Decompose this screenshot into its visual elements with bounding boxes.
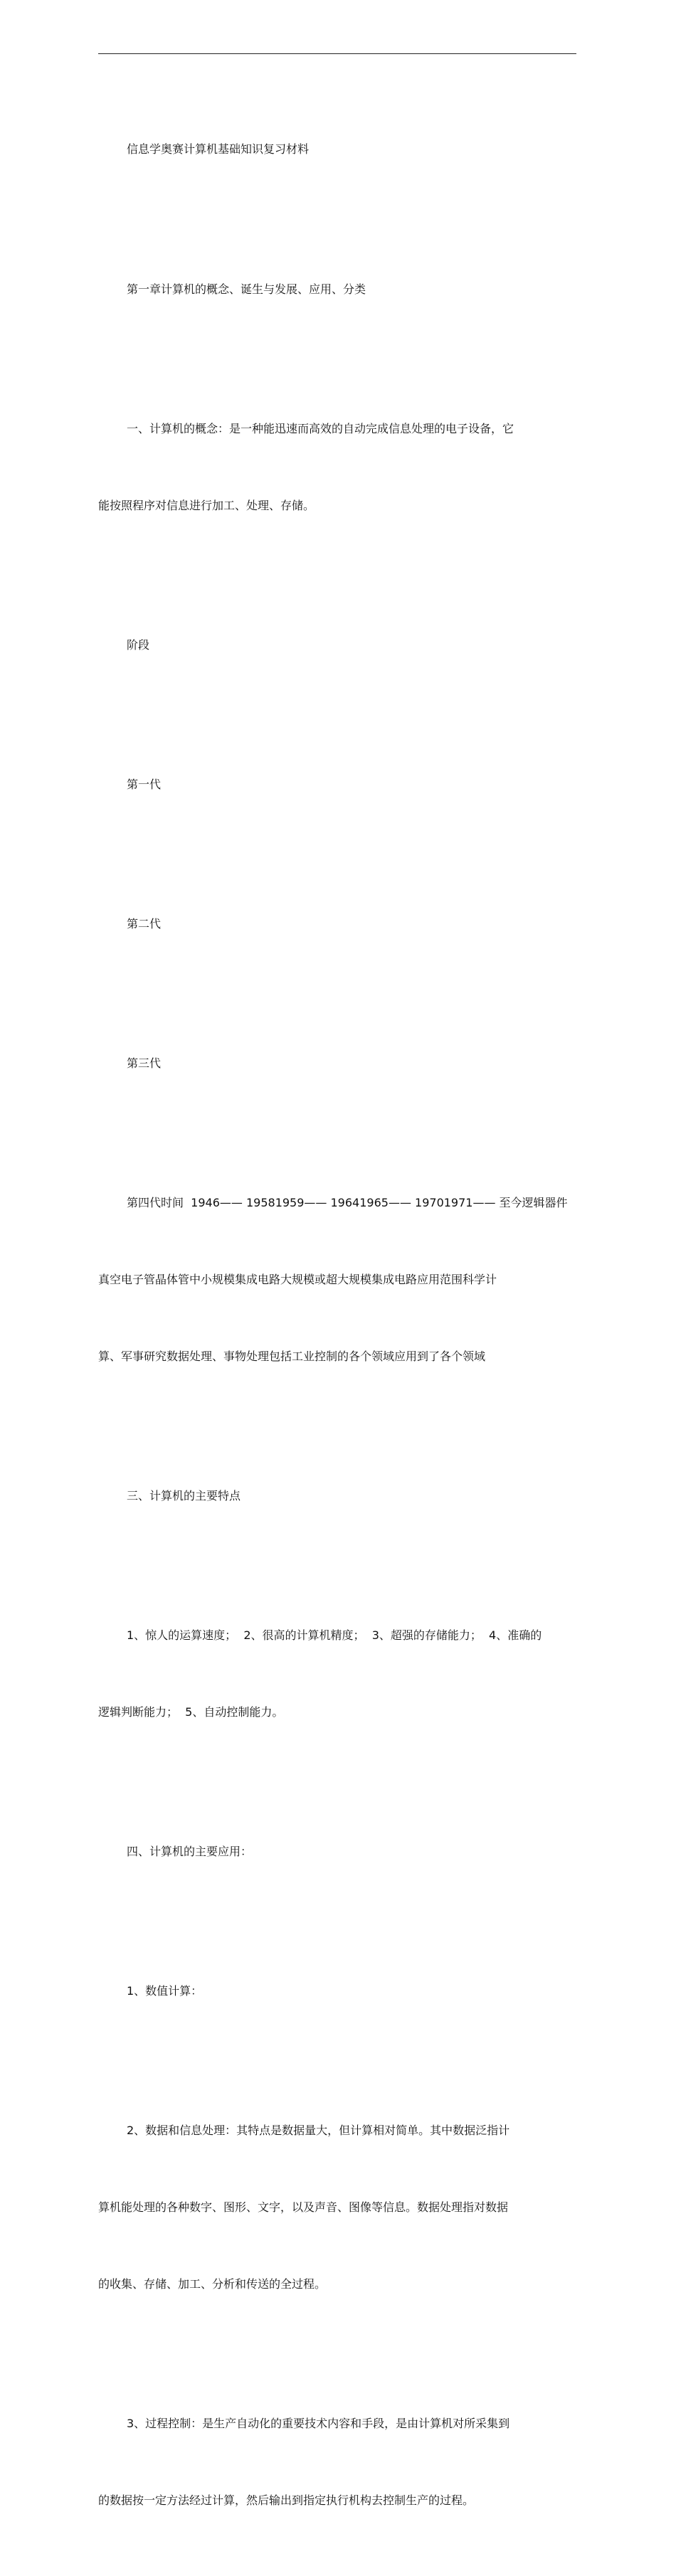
application-2-paragraph: [98, 2067, 576, 2348]
app3-line-2: 的数据按一定方法经过计算，然后输出到指定执行机构去控制生产的过程。: [98, 2493, 475, 2507]
concept-line-1: 一、计算机的概念：是一种能迅速而高效的自动完成信息处理的电子设备，它: [127, 422, 514, 435]
app2-line-1: 2、数据和信息处理：其特点是数据量大，但计算相对简单。其中数据泛指计: [127, 2124, 510, 2137]
concept-line-2: 能按照程序对信息进行加工、处理、存储。: [98, 499, 315, 512]
applications-heading: 四、计算机的主要应用：: [127, 1845, 253, 1858]
generation-3: 第三代: [127, 1056, 162, 1070]
app2-line-2: 算机能处理的各种数字、图形、文字，以及声音、图像等信息。数据处理指对数据: [98, 2200, 509, 2214]
gen4-line-1: 第四代时间 1946—— 19581959—— 19641965—— 19701971—— 至今逻辑器件: [127, 1196, 568, 1209]
gen4-line-2: 真空电子管晶体管中小规模集成电路大规模或超大规模集成电路应用范围科学计: [98, 1273, 497, 1286]
document-title: 信息学奥赛计算机基础知识复习材料: [127, 142, 310, 156]
generation-2: 第二代: [127, 917, 162, 931]
features-line-2: 逻辑判断能力； 5、自动控制能力。: [98, 1705, 284, 1719]
concept-paragraph: [98, 365, 576, 570]
features-heading: 三、计算机的主要特点: [127, 1489, 241, 1502]
gen4-line-3: 算、军事研究数据处理、事物处理包括工业控制的各个领域应用到了各个领域: [98, 1350, 486, 1363]
document-body: [98, 85, 576, 2576]
app2-line-3: 的收集、存储、加工、分析和传送的全过程。: [98, 2277, 327, 2291]
application-1: 1、数值计算：: [127, 1984, 203, 1998]
features-line-1: 1、惊人的运算速度； 2、很高的计算机精度； 3、超强的存储能力； 4、准确的: [127, 1628, 542, 1642]
generation-4-paragraph: [98, 1139, 576, 1421]
stage-label: 阶段: [127, 638, 150, 652]
application-3-paragraph: [98, 2360, 576, 2565]
chapter-heading: 第一章计算机的概念、诞生与发展、应用、分类: [127, 282, 366, 296]
generation-1: 第一代: [127, 778, 162, 791]
app3-line-1: 3、过程控制：是生产自动化的重要技术内容和手段，是由计算机对所采集到: [127, 2417, 510, 2430]
features-paragraph: [98, 1571, 576, 1776]
header-rule: [98, 53, 576, 54]
